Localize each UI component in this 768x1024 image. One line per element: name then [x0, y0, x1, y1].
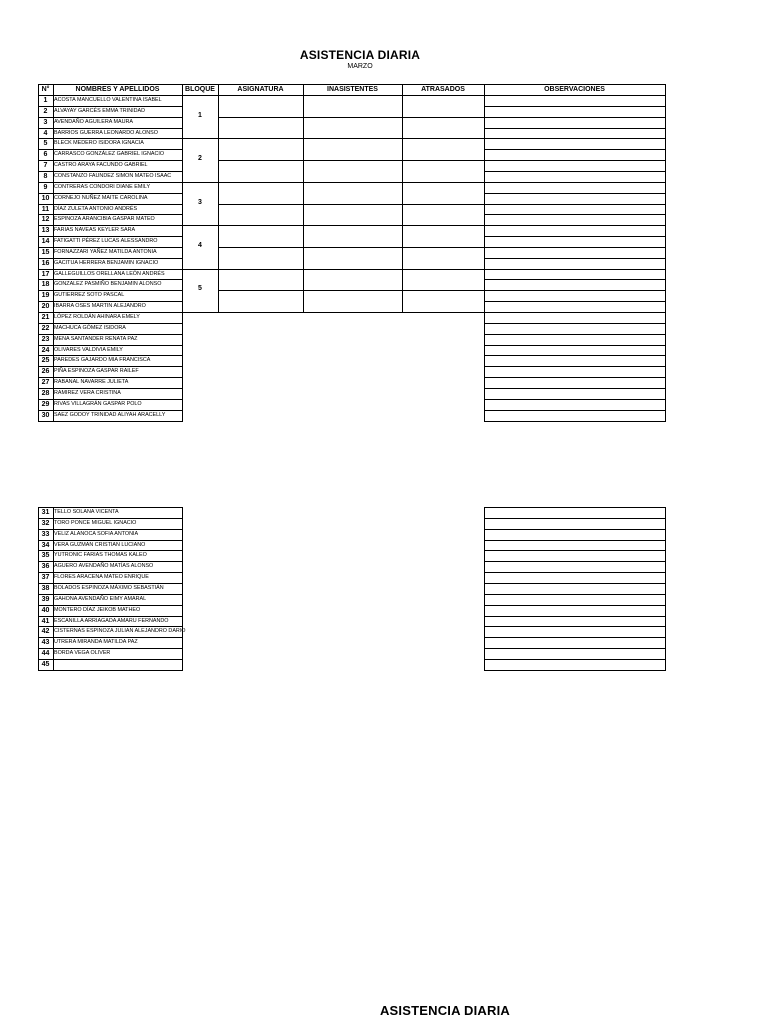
student-number: 26 [41, 368, 50, 376]
student-number: 13 [41, 227, 50, 235]
grid-line [484, 279, 666, 280]
grid-line [218, 204, 485, 205]
grid-line [484, 366, 666, 367]
grid-line [484, 421, 666, 422]
grid-line [484, 572, 666, 573]
student-number: 4 [43, 129, 48, 137]
grid-line [38, 225, 183, 226]
grid-line [484, 637, 666, 638]
grid-line [38, 301, 183, 302]
student-number: 34 [41, 541, 50, 549]
student-name: MACHUCA GÓMEZ ISIDORA [54, 324, 126, 331]
grid-line [38, 572, 183, 573]
grid-line [38, 312, 183, 313]
student-number: 19 [41, 292, 50, 300]
student-name: VERA GUZMAN CRISTIAN LUCIANO [54, 541, 146, 548]
student-number: 21 [41, 314, 50, 321]
grid-line [484, 236, 666, 237]
student-name: DÍAZ ZULETA ANTONIO ANDRÉS [54, 205, 138, 212]
student-name: ESPINOZA ARANCIBIA GASPAR MATEO [54, 216, 155, 223]
grid-line [38, 659, 183, 660]
student-name: BORDA VEGA OLIVER [54, 650, 111, 657]
student-number: 9 [43, 183, 48, 191]
grid-line [484, 160, 666, 161]
grid-line [38, 236, 183, 237]
grid-line [484, 258, 666, 259]
student-number: 3 [43, 118, 48, 126]
bloque-label: 4 [198, 241, 202, 249]
student-number: 5 [43, 140, 48, 148]
student-number: 28 [41, 389, 50, 397]
grid-line [38, 626, 183, 627]
student-name: MONTERO DÍAZ JEIKOB MATHEO [54, 606, 141, 613]
student-number: 44 [41, 650, 50, 658]
grid-line [484, 518, 666, 519]
student-number: 31 [41, 509, 50, 516]
grid-line [38, 193, 183, 194]
student-number: 18 [41, 281, 50, 289]
grid-line [665, 84, 666, 421]
grid-line [182, 269, 485, 270]
student-name: VELIZ ALANOCA SOFIA ANTONIA [54, 530, 139, 537]
student-name: GACITUA HERRERA BENJAMIN IGNACIO [54, 259, 159, 266]
grid-line [38, 138, 183, 139]
student-number: 27 [41, 379, 50, 387]
header-atrasados: ATRASADOS [421, 86, 465, 93]
grid-line [484, 507, 485, 670]
grid-line [484, 399, 666, 400]
student-name: ALVAYAY GARCÉS EMMA TRINIDAD [54, 107, 145, 114]
student-number: 20 [41, 303, 50, 311]
grid-line [484, 138, 666, 139]
grid-line [38, 95, 666, 96]
grid-line [38, 204, 183, 205]
grid-line [182, 225, 485, 226]
grid-line [402, 84, 403, 312]
student-name: UTRERA MIRANDA MATILDA PAZ [54, 639, 138, 646]
student-number: 7 [43, 162, 48, 170]
grid-line [38, 399, 183, 400]
student-number: 15 [41, 248, 50, 256]
student-number: 6 [43, 151, 48, 159]
student-number: 41 [41, 617, 50, 625]
student-number: 11 [41, 205, 50, 213]
grid-line [38, 345, 183, 346]
grid-line [484, 106, 666, 107]
student-number: 39 [41, 595, 50, 603]
student-name: CONSTANZO FAUNDEZ SIMON MATEO ISAAC [54, 172, 172, 179]
student-number: 2 [43, 107, 48, 115]
student-name: RIVAS VILLAGRÁN GASPAR POLO [54, 400, 142, 407]
grid-line [38, 410, 183, 411]
student-number: 22 [41, 324, 50, 332]
bloque-label: 2 [198, 155, 202, 163]
student-name: ACOSTA MANCUELLO VALENTINA ISABEL [54, 97, 162, 103]
grid-line [484, 345, 666, 346]
grid-line [38, 550, 183, 551]
student-name: ESCANILLA ARRIAGADA AMARU FERNANDO [54, 617, 169, 624]
grid-line [38, 637, 183, 638]
grid-line [38, 84, 666, 85]
grid-line [38, 529, 183, 530]
student-number: 10 [41, 194, 50, 202]
student-name: SAEZ GODOY TRINIDAD ALIYAH ARACELLY [54, 411, 166, 418]
grid-line [484, 171, 666, 172]
grid-line [218, 84, 219, 312]
student-number: 38 [41, 584, 50, 592]
student-number: 30 [41, 411, 50, 419]
grid-line [38, 518, 183, 519]
grid-line [38, 160, 183, 161]
grid-line [182, 84, 183, 421]
student-number: 29 [41, 400, 50, 408]
student-number: 36 [41, 563, 50, 571]
grid-line [38, 106, 183, 107]
header-bloque: BLOQUE [185, 86, 215, 93]
grid-line [484, 269, 666, 270]
grid-line [484, 550, 666, 551]
student-name: RABANAL NAVARRE JULIETA [54, 379, 129, 386]
grid-line [38, 323, 183, 324]
student-number: 35 [41, 552, 50, 560]
student-name: LÓPEZ ROLDÁN AHINARA EMELY [54, 314, 140, 320]
bloque-label: 3 [198, 198, 202, 206]
grid-line [38, 214, 183, 215]
student-name: GONZALEZ PASMIÑO BENJAMIN ALONSO [54, 281, 162, 288]
student-name: AGUERO AVENDAÑO MATÍAS ALONSO [54, 563, 154, 570]
grid-line [484, 204, 666, 205]
student-name: CASTRO ARAYA FACUNDO GABRIEL [54, 162, 148, 169]
grid-line [38, 594, 183, 595]
header-inasistentes: INASISTENTES [327, 86, 378, 93]
student-name: IBARRA OSES MARTIN ALEJANDRO [54, 303, 146, 310]
student-name: FORNAZZARI YAÑEZ MATILDA ANTONIA [54, 248, 157, 255]
grid-line [303, 84, 304, 312]
grid-line [38, 583, 183, 584]
grid-line [38, 507, 183, 508]
grid-line [218, 160, 485, 161]
grid-line [38, 616, 183, 617]
grid-line [484, 334, 666, 335]
grid-line [484, 193, 666, 194]
header-names: NOMBRES Y APELLIDOS [75, 86, 160, 93]
grid-line [182, 312, 485, 313]
grid-line [38, 182, 183, 183]
student-number: 14 [41, 238, 50, 246]
grid-line [484, 388, 666, 389]
student-name: RAMIREZ VERA CRISTINA [54, 389, 121, 396]
grid-line [484, 323, 666, 324]
student-name: AVENDAÑO AGUILERA MAURA [54, 118, 133, 125]
grid-line [38, 605, 183, 606]
student-name: CISTERNAS ESPINOZA JULIAN ALEJANDRO DARIO [54, 628, 186, 635]
grid-line [38, 128, 183, 129]
grid-line [484, 507, 666, 508]
student-number: 42 [41, 628, 50, 636]
bloque-label: 5 [198, 285, 202, 293]
student-number: 43 [41, 639, 50, 647]
header-asignatura: ASIGNATURA [237, 86, 284, 93]
bloque-label: 1 [198, 111, 202, 119]
grid-line [38, 258, 183, 259]
grid-line [38, 117, 183, 118]
grid-line [665, 507, 666, 670]
student-name: MENA SANTANDER RENATA PAZ [54, 335, 138, 342]
grid-line [484, 648, 666, 649]
grid-line [484, 529, 666, 530]
student-number: 40 [41, 606, 50, 614]
student-number: 45 [41, 660, 50, 668]
student-name: TELLO SOLANA VICENTA [54, 509, 119, 515]
header-num: N° [41, 86, 50, 93]
student-number: 32 [41, 519, 50, 527]
grid-line [484, 290, 666, 291]
grid-line [38, 540, 183, 541]
student-name: GALLEGUILLOS ORELLANA LEÓN ANDRÉS [54, 270, 165, 277]
grid-line [38, 388, 183, 389]
student-number: 1 [43, 97, 48, 104]
grid-line [484, 312, 666, 313]
grid-line [484, 561, 666, 562]
student-name: CORNEJO NUÑEZ MAITE CAROLINA [54, 194, 148, 201]
header-observaciones: OBSERVACIONES [544, 86, 605, 93]
student-number: 16 [41, 259, 50, 267]
grid-line [484, 355, 666, 356]
grid-line [484, 301, 666, 302]
student-number: 17 [41, 270, 50, 278]
grid-line [38, 355, 183, 356]
student-number: 12 [41, 216, 50, 224]
student-name: TORO PONCE MIGUEL IGNACIO [54, 519, 137, 526]
grid-line [484, 583, 666, 584]
student-number: 33 [41, 530, 50, 538]
grid-line [38, 290, 183, 291]
grid-line [38, 670, 183, 671]
grid-line [484, 626, 666, 627]
grid-line [484, 410, 666, 411]
grid-line [484, 149, 666, 150]
student-name: YUTRONIC FARIAS THOMAS KALEO [54, 552, 147, 559]
grid-line [38, 334, 183, 335]
grid-line [484, 616, 666, 617]
student-name: FLORES ARACENA MATEO ENRIQUE [54, 574, 149, 581]
student-name: CONTRERAS CONDORI DIANE EMILY [54, 183, 151, 190]
grid-line [38, 377, 183, 378]
student-name: CARRASCO GONZÁLEZ GABRIEL IGNACIO [54, 151, 165, 158]
student-name: GUTIERREZ SOTO PASCAL [54, 292, 125, 299]
grid-line [218, 247, 485, 248]
student-name: OLIVARES VALDIVIA EMILY [54, 346, 123, 353]
student-name: BLECK MEDERO ISIDORA IGNACIA [54, 140, 144, 147]
student-number: 8 [43, 172, 48, 180]
student-number: 23 [41, 335, 50, 343]
student-name: BARRIOS GUERRA LEONARDO ALONSO [54, 129, 158, 136]
student-number: 37 [41, 574, 50, 582]
grid-line [484, 182, 666, 183]
grid-line [484, 214, 666, 215]
grid-line [38, 648, 183, 649]
student-number: 24 [41, 346, 50, 354]
student-name: FARIAS NAVEAS KEYLER SARA [54, 227, 136, 234]
student-name: PAREDES GAJARDO MIA FRANCISCA [54, 357, 151, 364]
grid-line [484, 117, 666, 118]
grid-line [484, 605, 666, 606]
student-name: FATIGATTI PÉREZ LUCAS ALESSANDRO [54, 238, 158, 245]
grid-line [182, 182, 485, 183]
student-name: BOLADOS ESPINOZA MÁXIMO SEBASTIÁN [54, 584, 164, 591]
grid-line [182, 507, 183, 670]
document-subtitle: MARZO [347, 63, 373, 70]
grid-line [484, 670, 666, 671]
document-title: ASISTENCIA DIARIA [299, 48, 421, 62]
grid-line [484, 225, 666, 226]
student-number: 25 [41, 357, 50, 365]
grid-line [182, 138, 485, 139]
grid-line [484, 247, 666, 248]
grid-line [484, 540, 666, 541]
grid-line [38, 247, 183, 248]
grid-line [484, 659, 666, 660]
grid-line [218, 290, 485, 291]
grid-line [484, 128, 666, 129]
student-name: PIÑA ESPINOZA GASPAR RAILEF [54, 368, 139, 375]
grid-line [38, 421, 183, 422]
grid-line [484, 594, 666, 595]
grid-line [484, 84, 485, 421]
footer-title: ASISTENCIA DIARIA [379, 1003, 511, 1018]
grid-line [38, 171, 183, 172]
grid-line [38, 269, 183, 270]
student-name: GAHONA AVENDAÑO EIMY AMARAL [54, 595, 147, 602]
grid-line [218, 117, 485, 118]
grid-line [484, 377, 666, 378]
